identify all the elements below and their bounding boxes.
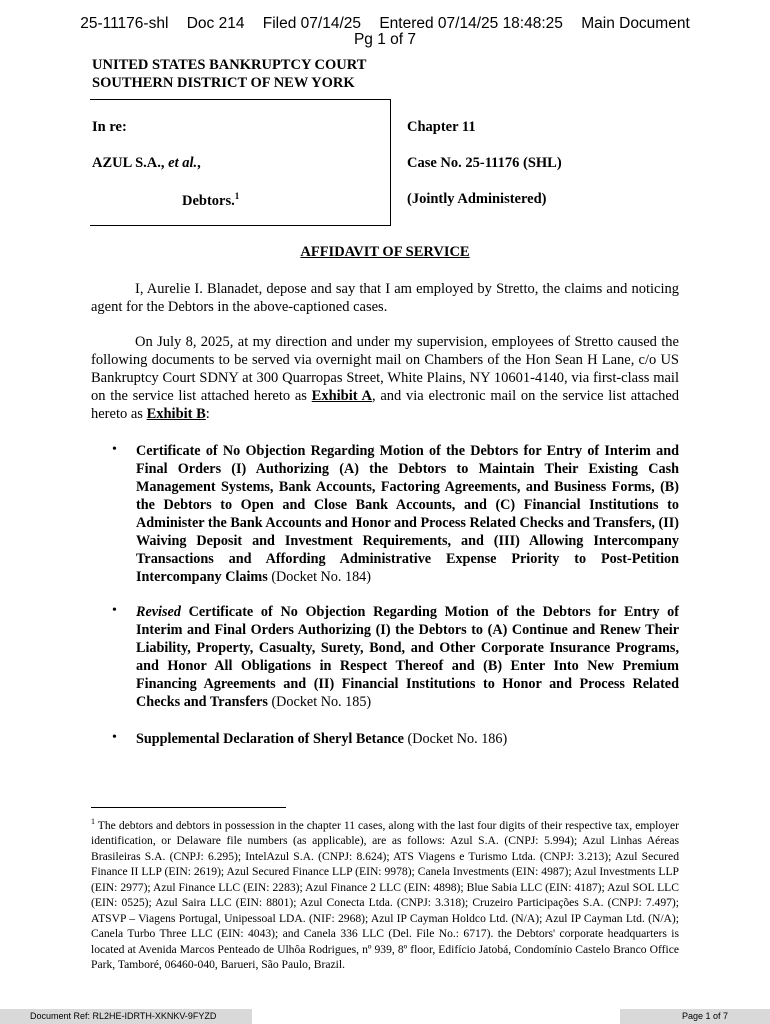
footnote: $^1$ The debtors and debtors in possession in the chapter 11 cases, along with the last four digits of their respective tax, employer identification, or Delaware file numbers (as applicable), are as follows: Azul S.A. (CNPJ: 5.994); Azul Linhas Aéreas Brasileiras S.A. (CNPJ: 6.295); IntelAzul S.A. (CNPJ: 8.624); ATS Viagens e Turismo Ltda. (CNPJ: 3.213); Azul Secured Finance II LLP (EIN: 2619); Azul Secured Finance LLP (EIN: 9978); Canela Investments (EIN: 4987); Azul Investments LLP (EIN: 2977); Azul Finance LLC (EIN: 2283); Azul Finance 2 LLC (EIN: 4898); Blue Sabia LLC (EIN: 4187); Azul SOL LLC (EIN: 0525); Azul Saira LLC (EIN: 8801); Azul Conecta Ltda. (CNPJ: 3.318); Cruzeiro Participações S.A. (CNPJ: 7.497); ATSVP – Viagens Portugal, Unipessoal LDA. (NIF: 2968); Azul IP Cayman Holdco Ltd. (N/A); Azul IP Cayman Ltd. (N/A); Canela Turbo Three LLC (EIN: 4043); and Canela 336 LLC (Del. File No.: 6717). the Debtors' corporate headquarters is located at Avenida Marcos Penteado de Ulhôa Rodrigues, nº 939, 8º floor, Edifício Jatobá, Condomínio Castelo Branco Office Park, Tamboré, 06460-040, Barueri, São Paulo, Brazil. — [91, 817, 679, 972]
list-item: Certificate of No Objection Regarding Motion of the Debtors for Entry of Interim and Final Orders (I) Authorizing (A) the Debtors to Maintain Their Existing Cash Management Systems, Bank Accounts, Factoring Agreements, and Business Forms, (B) the Debtors to Open and Close Bank Accounts, and (C) Financial Institutions to Administer the Bank Accounts and Honor and Process Related Checks and Transfers, (II) Waiving Deposit and Investment Requirements, and (III) Allowing Intercompany Transactions and Affording Administrative Expense Priority to Post-Petition Intercompany Claims (Docket No. 184) — [136, 443, 679, 585]
debtors-label: Debtors.$^1$ — [182, 191, 240, 209]
page-count: Pg 1 of 7 — [353, 31, 417, 48]
footnote-ref: 1 — [234, 191, 240, 201]
exhibit-b-link: Exhibit B — [146, 406, 206, 422]
main-document-label: Main Document — [581, 15, 690, 32]
page-title: AFFIDAVIT OF SERVICE — [300, 244, 470, 260]
debtor-name: AZUL S.A., et al., — [92, 155, 201, 171]
bullet-icon: • — [112, 603, 117, 618]
exhibit-a-link: Exhibit A — [311, 388, 373, 404]
footnote-marker: 1 — [91, 817, 95, 826]
et-al: et al. — [168, 155, 198, 171]
list-item: Revised Certificate of No Objection Regarding Motion of the Debtors for Entry of Interim and Final Orders Authorizing (I) the Debtors to (A) Continue and Renew Their Liability, Property, Casualty, Surety, Bond, and Other Corporate Insurance Programs, and Honor All Obligations in Respect Thereof and (B) Enter Into New Premium Financing Agreements and (II) Financial Institutions to Honor and Process Related Checks and Transfers (Docket No. 185) — [136, 604, 679, 710]
case-number-label: Case No. 25-11176 (SHL) — [407, 155, 562, 171]
paragraph-1: I, Aurelie I. Blanadet, depose and say that I am employed by Stretto, the claims and noticing agent for the Debtors in the above-captioned cases. — [91, 281, 679, 315]
jointly-administered-label: (Jointly Administered) — [407, 191, 547, 207]
entered-date: Entered 07/14/25 18:48:25 — [379, 15, 563, 32]
document-ref: Document Ref: RL2HE-IDRTH-XKNKV-9FYZD — [0, 1009, 252, 1024]
case-number: 25-11176-shl — [80, 15, 169, 32]
in-re-label: In re: — [92, 119, 127, 135]
court-line-1: UNITED STATES BANKRUPTCY COURT — [92, 57, 367, 73]
chapter-label: Chapter 11 — [407, 119, 476, 135]
court-name — [92, 56, 366, 92]
court-line-2: SOUTHERN DISTRICT OF NEW YORK — [92, 75, 355, 91]
paragraph-2: On July 8, 2025, at my direction and under my supervision, employees of Stretto caused the following documents to be served via overnight mail on Chambers of the Hon Sean H Lane, c/o US Bankruptcy Court SDNY at 300 Quarropas Street, White Plains, NY 10601-4140, via first-class mail on the service list attached hereto as Exhibit A, and via electronic mail on the service list attached hereto as Exhibit B: — [91, 334, 680, 422]
filed-date: Filed 07/14/25 — [262, 15, 362, 32]
footnote-divider — [91, 807, 286, 808]
bullet-icon: • — [112, 730, 117, 745]
bullet-icon: • — [112, 442, 117, 457]
list-item: Supplemental Declaration of Sheryl Betance (Docket No. 186) — [136, 731, 508, 747]
page-number: Page 1 of 7 — [620, 1009, 770, 1024]
doc-number: Doc 214 — [186, 15, 245, 32]
